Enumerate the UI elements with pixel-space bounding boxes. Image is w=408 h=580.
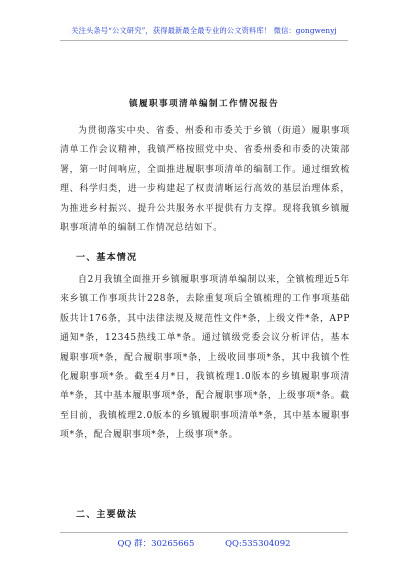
footer-divider — [60, 532, 348, 533]
intro-paragraph: 为贯彻落实中央、省委、州委和市委关于乡镇（街道）履职事项清单工作会议精神，我镇严格按照党中央、省委州委和市委的决策部署，第一时间响应，全面推进履职事项清单的编制工作。通过细致梳理、科学归类，进一步构建起了权责清晰运行高效的基层治理体系，为推进乡村振兴、提升公共服务水平提供有力支撑。现将我镇乡镇履职事项清单的编制工作情况总结如下。 — [60, 126, 350, 234]
header-promo-note: 关注头条号“公文研究”，获得最新最全最专业的公文资料库！ 微信：gongwenyj — [71, 26, 337, 35]
footer-contact — [0, 537, 408, 549]
section-heading-basic-situation: 一、基本情况 — [76, 253, 138, 263]
header-divider — [60, 40, 348, 41]
document-title: 镇履职事项清单编制工作情况报告 — [129, 99, 279, 109]
footer-qq-group: QQ 群：30265665 — [117, 539, 195, 549]
section-body-basic-situation: 自2月我镇全面推开乡镇履职事项清单编制以来，全镇梳理近5年来乡镇工作事项共计228条，去除重复项后全镇梳理的工作事项基础版共计176条，其中法律法规及规范性文件*条，上级文件*条，APP通知*条，12345热线工单*条。通过镇级党委会议分析评估，基本履职事项*条，配合履职事项*条，上级收回事项*条，其中我镇个性化履职事项*条。截至4月*日，我镇梳理1.0版本的乡镇履职事项清单*条，其中基本履职事项*条，配合履职事项*条，上级事项*条。截至目前，我镇梳理2.0版本的乡镇履职事项清单*条，其中基本履职事项*条，配合履职事项*条，上级事项*条。 — [60, 275, 350, 441]
section-heading-main-practices: 二、主要做法 — [76, 510, 138, 520]
footer-qq-number: QQ:535304092 — [225, 539, 291, 549]
